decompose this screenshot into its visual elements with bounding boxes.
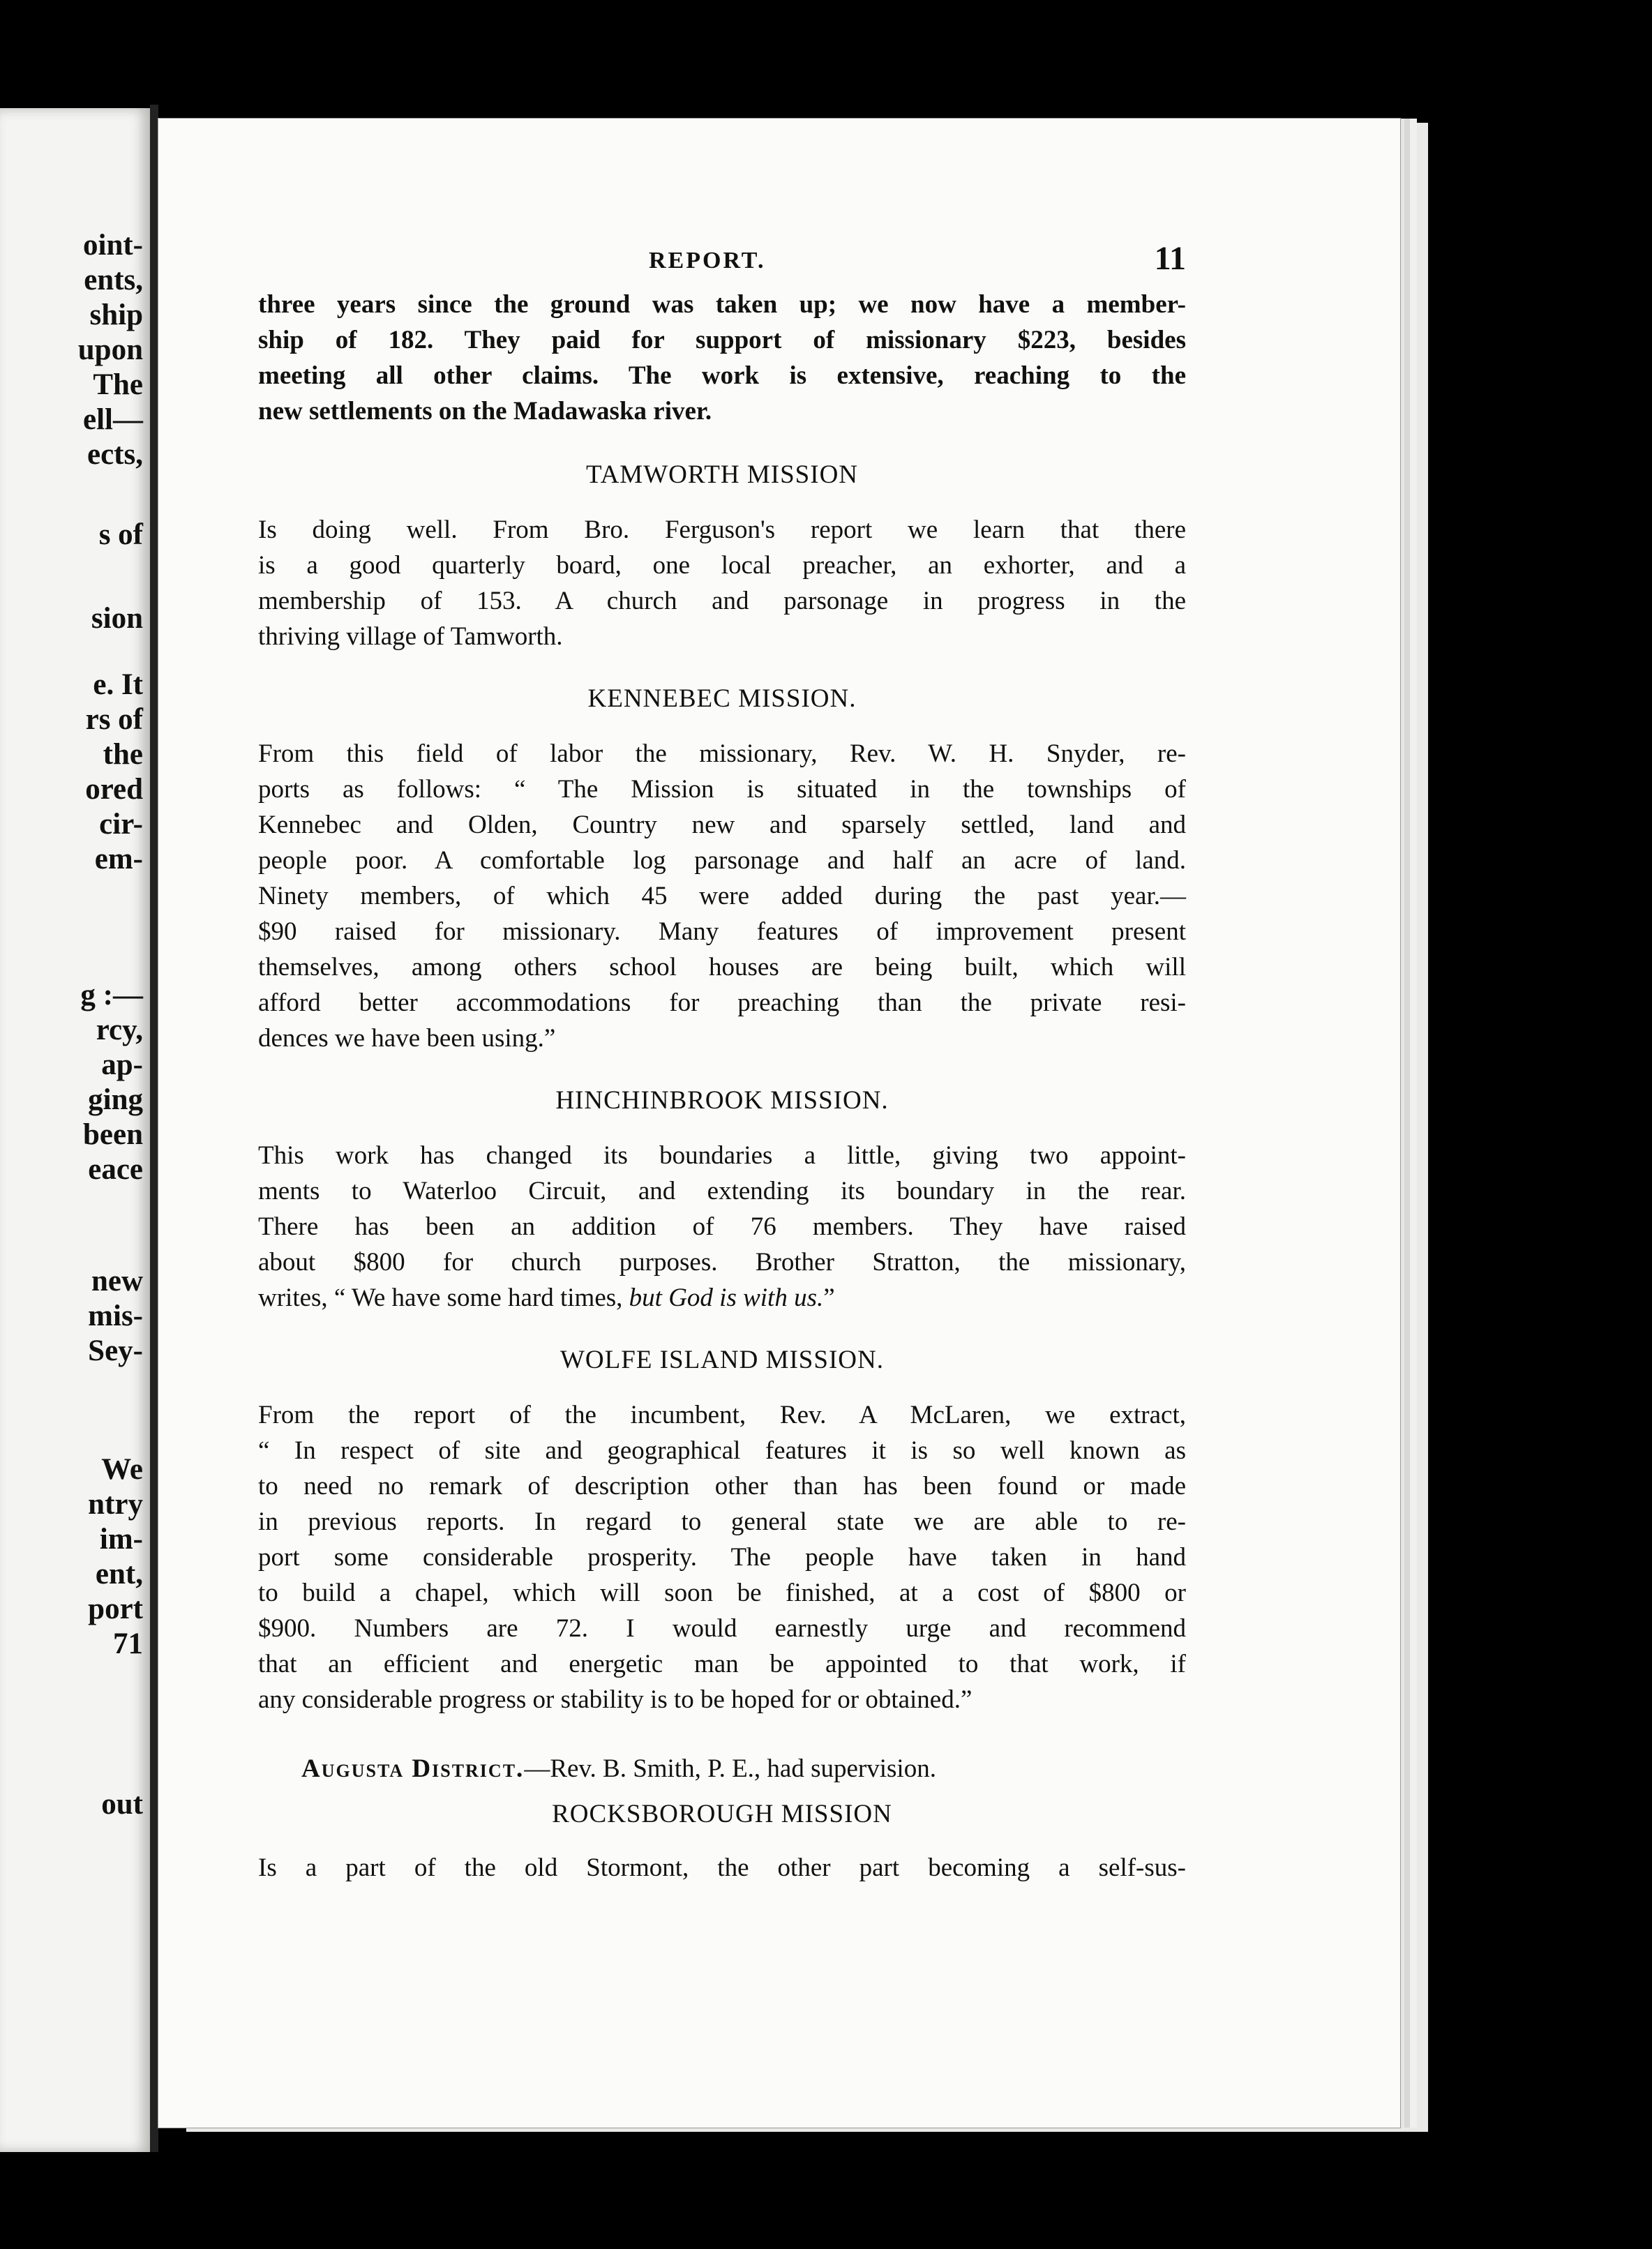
- section-heading-kennebec: KENNEBEC MISSION.: [587, 684, 857, 713]
- text-line: Is doing well. From Bro. Ferguson's report we learn that there: [258, 516, 1186, 544]
- left-page-text-fragment: Sey-: [88, 1334, 143, 1367]
- text-line: Kennebec and Olden, Country new and sparsely settled, land and: [258, 811, 1186, 839]
- left-page-text-fragment: ents,: [84, 264, 143, 296]
- left-page-fragment: [0, 108, 150, 2152]
- left-page-text-fragment: s of: [98, 518, 143, 551]
- district-line: [258, 1751, 1186, 1787]
- text-line: “ In respect of site and geographical features it is so well known as: [258, 1436, 1186, 1465]
- left-page-text-fragment: g :—: [80, 979, 143, 1011]
- district-text: —Rev. B. Smith, P. E., had supervision.: [524, 1754, 936, 1783]
- text-line: that an efficient and energetic man be appointed to that work, if: [258, 1650, 1186, 1678]
- section-heading-wolfe-island: WOLFE ISLAND MISSION.: [560, 1346, 884, 1374]
- left-page-text-fragment: mis-: [88, 1300, 143, 1332]
- text-line: From this field of labor the missionary, Rev. W. H. Snyder, re-: [258, 739, 1186, 768]
- text-line: any considerable progress or stability is to be hoped for or obtained.”: [258, 1685, 973, 1714]
- text-line: three years since the ground was taken up; we now have a member-: [258, 290, 1186, 319]
- left-page-text-fragment: ging: [88, 1083, 143, 1116]
- running-head: [258, 240, 1186, 289]
- left-page-text-fragment: im-: [99, 1523, 143, 1556]
- page-content: [258, 240, 1186, 1886]
- left-page-text-fragment: We: [101, 1453, 143, 1486]
- left-page-text-fragment: ap-: [101, 1048, 143, 1081]
- section-paragraph-hinchinbrook: [258, 1138, 1186, 1316]
- left-page-text-fragment: oint-: [83, 229, 143, 262]
- text-line: new settlements on the Madawaska river.: [258, 397, 712, 426]
- text-line: From the report of the incumbent, Rev. A McLaren, we extract,: [258, 1401, 1186, 1429]
- left-page-text-fragment: ship: [89, 299, 143, 331]
- left-page-text-fragment: The: [93, 368, 143, 401]
- page-number: 11: [1154, 240, 1186, 277]
- text-line: membership of 153. A church and parsonage in progress in the: [258, 587, 1186, 615]
- text-line: $90 raised for missionary. Many features of improvement present: [258, 917, 1186, 946]
- left-page-text-fragment: upon: [77, 333, 143, 366]
- text-line: port some considerable prosperity. The people have taken in hand: [258, 1543, 1186, 1572]
- text-line: This work has changed its boundaries a little, giving two appoint-: [258, 1141, 1186, 1170]
- text-line: ship of 182. They paid for support of missionary $223, besides: [258, 326, 1186, 354]
- section-paragraph-wolfe-island: [258, 1397, 1186, 1717]
- text-line: is a good quarterly board, one local preacher, an exhorter, and a: [258, 551, 1186, 580]
- left-page-text-fragment: rs of: [85, 703, 143, 736]
- text-line: Ninety members, of which 45 were added during the past year.—: [258, 882, 1186, 910]
- text-line: writes, “ We have some hard times, but God is with us.”: [258, 1284, 835, 1312]
- book-gutter: [150, 105, 158, 2152]
- text-line: There has been an addition of 76 members. They have raised: [258, 1212, 1186, 1241]
- left-page-text-fragment: 71: [113, 1627, 143, 1660]
- text-line: in previous reports. In regard to general state we are able to re-: [258, 1507, 1186, 1536]
- text-line: people poor. A comfortable log parsonage and half an acre of land.: [258, 846, 1186, 875]
- text-line: meeting all other claims. The work is extensive, reaching to the: [258, 361, 1186, 390]
- section-paragraph-kennebec: [258, 736, 1186, 1056]
- left-page-text-fragment: been: [83, 1118, 143, 1151]
- text-line: to need no remark of description other than has been found or made: [258, 1472, 1186, 1500]
- text-line: ments to Waterloo Circuit, and extending its boundary in the rear.: [258, 1177, 1186, 1205]
- text-line: ports as follows: “ The Mission is situated in the townships of: [258, 775, 1186, 804]
- left-page-text-fragment: port: [88, 1593, 143, 1625]
- section-heading-rocksborough: ROCKSBOROUGH MISSION: [552, 1800, 892, 1828]
- page: [158, 119, 1400, 2128]
- left-page-text-fragment: new: [91, 1265, 143, 1298]
- text-line: thriving village of Tamworth.: [258, 622, 563, 651]
- left-page-text-fragment: ored: [85, 773, 143, 806]
- text-line: $900. Numbers are 72. I would earnestly urge and recommend: [258, 1614, 1186, 1643]
- rocksborough-paragraph: [258, 1850, 1186, 1886]
- left-page-text-fragment: eace: [88, 1153, 143, 1186]
- section-heading-hinchinbrook: HINCHINBROOK MISSION.: [555, 1086, 889, 1115]
- left-page-text-fragment: ects,: [87, 438, 143, 471]
- left-page-text-fragment: em-: [94, 843, 143, 875]
- text-line: to build a chapel, which will soon be finished, at a cost of $800 or: [258, 1579, 1186, 1607]
- district-name: Augusta District.: [301, 1754, 525, 1783]
- section-paragraph-tamworth: [258, 512, 1186, 654]
- left-page-text-fragment: ntry: [88, 1488, 143, 1521]
- left-page-text-fragment: sion: [91, 602, 143, 635]
- left-page-text-fragment: e. It: [93, 668, 143, 701]
- section-heading-tamworth: TAMWORTH MISSION: [585, 460, 859, 489]
- left-page-text-fragment: ent,: [95, 1558, 143, 1590]
- text-line: dences we have been using.”: [258, 1024, 556, 1053]
- left-page-text-fragment: rcy,: [96, 1014, 143, 1046]
- left-page-text-fragment: out: [101, 1788, 143, 1821]
- running-head-title: REPORT.: [649, 248, 766, 273]
- text-line: afford better accommodations for preaching than the private resi-: [258, 988, 1186, 1017]
- left-page-text-fragment: the: [103, 738, 143, 771]
- text-line: about $800 for church purposes. Brother Stratton, the missionary,: [258, 1248, 1186, 1277]
- text-line: Is a part of the old Stormont, the other part becoming a self-sus-: [258, 1853, 1186, 1882]
- left-page-text-fragment: ell—: [83, 403, 143, 436]
- text-line: themselves, among others school houses are being built, which will: [258, 953, 1186, 981]
- intro-paragraph: [258, 287, 1186, 429]
- left-page-text-fragment: cir-: [99, 808, 143, 841]
